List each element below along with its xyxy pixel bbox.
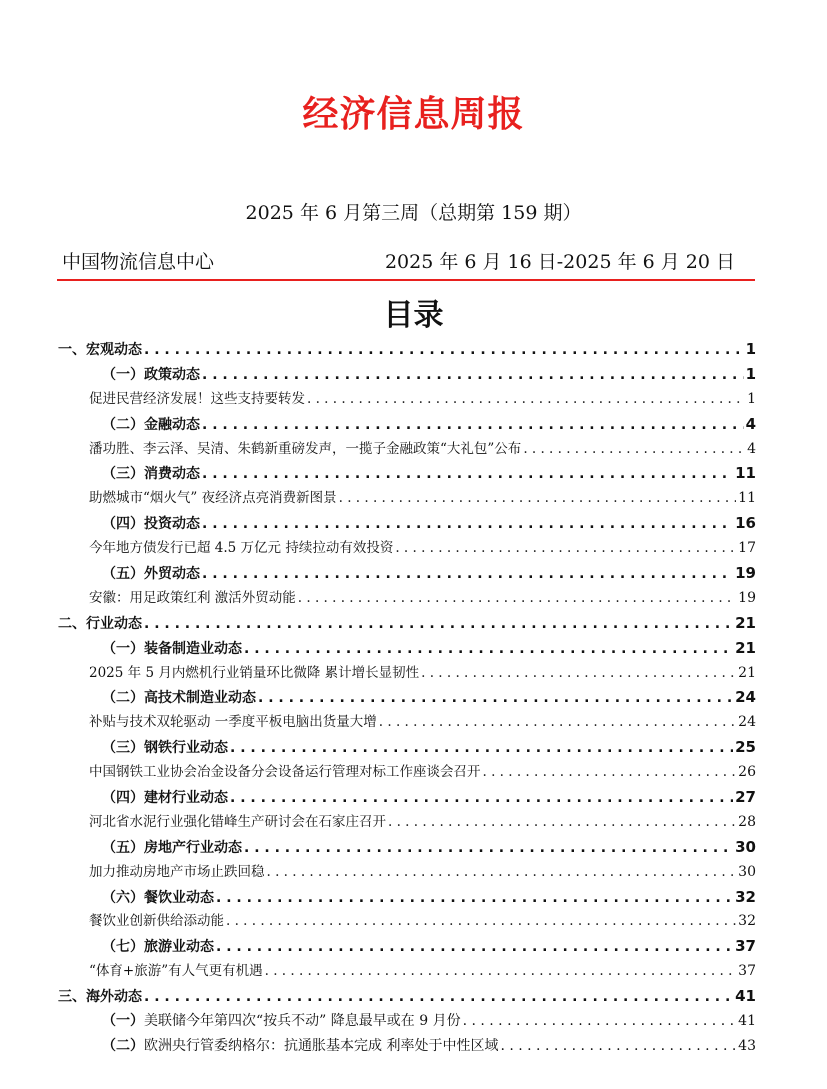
toc-article[interactable] (58, 661, 756, 686)
toc-article[interactable] (58, 810, 756, 835)
toc-leader (298, 586, 736, 611)
toc-section[interactable] (58, 337, 756, 362)
toc-entry-number: （一） (102, 1013, 144, 1030)
toc-page-number: 24 (738, 714, 756, 731)
toc-article[interactable] (58, 860, 756, 885)
toc-page-number: 1 (745, 340, 756, 358)
toc-page-number: 25 (735, 738, 756, 757)
toc-entry-title: （二）高技术制造业动态 (102, 690, 256, 707)
toc-article[interactable] (58, 760, 756, 785)
toc-entry-text: 美联储今年第四次“按兵不动” 降息最早或在 9 月份 (144, 1013, 461, 1030)
toc-page-number: 19 (738, 589, 756, 606)
toc-page-number: 43 (738, 1037, 756, 1054)
toc-leader (258, 686, 733, 711)
toc-entry-title: （四）投资动态 (102, 516, 200, 533)
toc-entry-title: （一）政策动态 (102, 366, 200, 383)
toc-page-number: 11 (738, 490, 756, 507)
toc-leader (267, 860, 737, 885)
toc-page-number: 28 (738, 813, 756, 830)
toc-leader (226, 909, 736, 934)
toc-section[interactable] (58, 984, 756, 1009)
toc-page-number: 24 (735, 688, 756, 707)
toc-entry-title: “体育+旅游”有人气更有机遇 (89, 963, 263, 980)
toc-article[interactable] (58, 486, 756, 511)
toc-entry-title: 加力推动房地产市场止跌回稳 (89, 863, 265, 880)
toc-page-number: 32 (735, 887, 756, 906)
toc-page-number: 16 (735, 514, 756, 533)
toc-page-number: 30 (738, 863, 756, 880)
toc-entry-title: 河北省水泥行业强化错峰生产研讨会在石家庄召开 (89, 813, 386, 830)
toc-entry-title: （四）建材行业动态 (102, 790, 228, 807)
toc-entry-title (102, 1034, 498, 1059)
issue-line: 2025 年 6 月第三周（总期第 159 期） (245, 202, 582, 224)
toc-subsection[interactable] (58, 461, 756, 486)
toc-leader (339, 486, 737, 511)
toc-page-number: 41 (735, 987, 756, 1006)
toc-subsection[interactable] (58, 885, 756, 910)
toc-page-number: 32 (738, 913, 756, 930)
toc-article[interactable] (58, 387, 756, 412)
toc-entry-title: 一、宏观动态 (58, 342, 142, 358)
toc-page-number: 11 (735, 464, 756, 483)
toc-entry-text: 欧洲央行管委纳格尔：抗通胀基本完成 利率处于中性区域 (144, 1037, 499, 1054)
toc-entry-title: （五）房地产行业动态 (102, 839, 242, 856)
toc-entry-title: （三）消费动态 (102, 466, 200, 483)
toc-subsection[interactable] (58, 511, 756, 536)
toc-leader (202, 363, 744, 388)
toc-entry-number: （二） (102, 1037, 144, 1054)
toc-entry-title: 助燃城市“烟火气” 夜经济点亮消费新图景 (89, 490, 337, 507)
document-title: 经济信息周报 (302, 94, 525, 135)
toc-subsection[interactable] (58, 1009, 756, 1034)
toc-article[interactable] (58, 710, 756, 735)
date-range: 2025 年 6 月 16 日-2025 年 6 月 20 日 (384, 251, 735, 273)
toc-page-number: 37 (738, 963, 756, 980)
toc-article[interactable] (58, 586, 756, 611)
toc-leader (144, 985, 733, 1010)
toc-subsection[interactable] (58, 934, 756, 959)
toc-entry-title: 促进民营经济发展！这些支持要转发 (89, 390, 305, 407)
toc-article[interactable] (58, 536, 756, 561)
toc-leader (230, 736, 733, 761)
publisher-name: 中国物流信息中心 (62, 251, 215, 273)
toc-leader (463, 1009, 737, 1034)
toc-entry-title: 补贴与技术双轮驱动 一季度平板电脑出货量大增 (89, 714, 377, 731)
header-divider (57, 279, 755, 281)
toc-entry-title (102, 1009, 461, 1034)
toc-page-number: 1 (745, 364, 756, 383)
toc-page-number: 17 (738, 540, 756, 557)
toc-page-number: 27 (735, 788, 756, 807)
toc-subsection[interactable] (58, 1034, 756, 1059)
toc-entry-title: 二、行业动态 (58, 615, 142, 632)
toc-subsection[interactable] (58, 735, 756, 760)
toc-leader (216, 886, 733, 911)
toc-entry-title: 中国钢铁工业协会冶金设备分会设备运行管理对标工作座谈会召开 (89, 764, 481, 781)
toc-subsection[interactable] (58, 362, 756, 387)
toc-entry-title: 潘功胜、李云泽、吴清、朱鹤新重磅发声，一揽子金融政策“大礼包”公布 (89, 440, 522, 457)
toc-leader (202, 562, 733, 587)
toc-leader (230, 786, 733, 811)
toc-leader (307, 387, 745, 412)
toc-subsection[interactable] (58, 561, 756, 586)
toc-leader (483, 760, 737, 785)
toc-subsection[interactable] (58, 785, 756, 810)
toc-page-number: 26 (738, 764, 756, 781)
toc-leader (523, 437, 745, 462)
toc-page-number: 4 (745, 414, 756, 433)
toc-leader (144, 612, 733, 637)
toc-section[interactable] (58, 611, 756, 636)
toc-entry-title: （七）旅游业动态 (102, 939, 214, 956)
toc-page-number: 21 (735, 613, 756, 632)
toc-leader (421, 661, 736, 686)
toc-heading: 目录 (383, 298, 444, 333)
toc-page-number: 21 (735, 638, 756, 657)
toc-leader (265, 959, 737, 984)
toc-leader (379, 710, 736, 735)
toc-leader (202, 413, 744, 438)
toc-leader (244, 637, 733, 662)
toc-subsection[interactable] (58, 636, 756, 661)
toc-entry-title: （六）餐饮业动态 (102, 889, 214, 906)
toc-leader (202, 462, 733, 487)
toc-subsection[interactable] (58, 685, 756, 710)
toc-entry-title: 安徽：用足政策红利 激活外贸动能 (89, 589, 296, 606)
toc-page-number: 19 (735, 564, 756, 583)
toc-entry-title: （五）外贸动态 (102, 566, 200, 583)
toc-leader (395, 536, 736, 561)
toc-article[interactable] (58, 909, 756, 934)
toc-leader (388, 810, 736, 835)
table-of-contents (58, 337, 756, 1059)
toc-entry-title: 三、海外动态 (58, 989, 142, 1006)
toc-page-number: 41 (738, 1013, 756, 1030)
toc-article[interactable] (58, 959, 756, 984)
toc-leader (216, 935, 733, 960)
toc-entry-title: （一）装备制造业动态 (102, 640, 242, 657)
toc-entry-title: 今年地方债发行已超 4.5 万亿元 持续拉动有效投资 (89, 540, 394, 557)
toc-leader (244, 836, 733, 861)
toc-article[interactable] (58, 437, 756, 462)
toc-leader (144, 338, 744, 363)
toc-leader (202, 512, 733, 537)
toc-entry-title: （二）金融动态 (102, 416, 200, 433)
toc-subsection[interactable] (58, 412, 756, 437)
toc-entry-title: （三）钢铁行业动态 (102, 740, 228, 757)
toc-entry-title: 2025 年 5 月内燃机行业销量环比微降 累计增长显韧性 (89, 664, 420, 681)
toc-page-number: 1 (747, 390, 756, 407)
toc-leader (500, 1034, 736, 1059)
toc-page-number: 4 (747, 440, 756, 457)
toc-entry-title: 餐饮业创新供给添动能 (89, 913, 224, 930)
toc-page-number: 21 (738, 664, 756, 681)
toc-subsection[interactable] (58, 835, 756, 860)
toc-page-number: 30 (735, 837, 756, 856)
toc-page-number: 37 (735, 937, 756, 956)
